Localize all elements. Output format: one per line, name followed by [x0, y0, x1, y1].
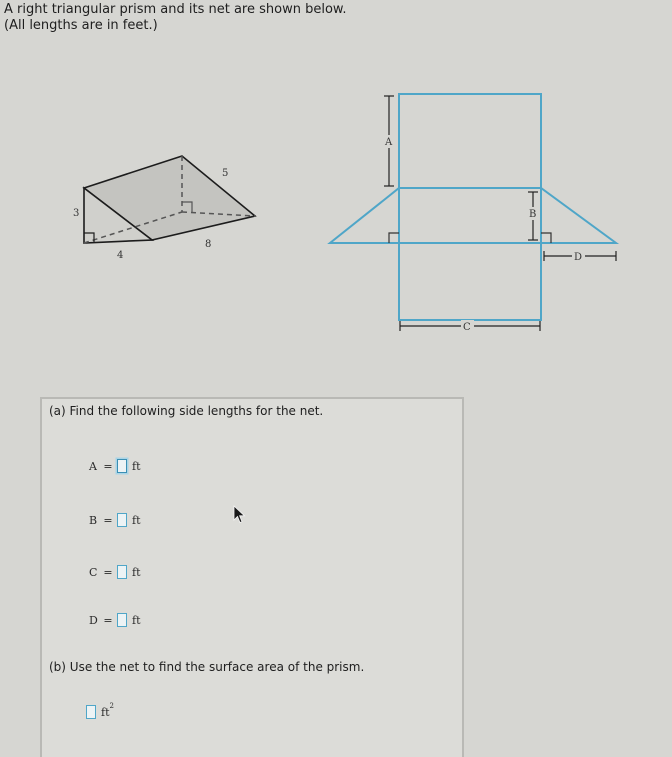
answer-row-c: [89, 563, 141, 581]
mouse-pointer-icon: [233, 505, 247, 525]
answer-row-area: [84, 703, 114, 721]
prism-label-3: 3: [73, 208, 80, 219]
prism-label-5: 5: [222, 168, 229, 179]
prompt-line-2: (All lengths are in feet.): [4, 18, 158, 33]
answer-a-input[interactable]: [117, 459, 127, 473]
answer-b-unit: ft: [132, 513, 141, 527]
net-label-d: D: [574, 252, 583, 263]
prism-label-8: 8: [205, 239, 212, 250]
net-top-rectangle: [399, 94, 541, 188]
answer-c-input[interactable]: [117, 565, 127, 579]
answer-c-unit: ft: [132, 565, 141, 579]
answer-b-input[interactable]: [117, 513, 127, 527]
area-answer-input[interactable]: [86, 705, 96, 719]
net-figure: [330, 94, 616, 333]
net-label-c: C: [463, 322, 471, 333]
part-b-instruction: (b) Use the net to find the surface area of the prism.: [49, 660, 365, 674]
answer-c-eq: =: [103, 565, 113, 579]
net-label-b: B: [529, 209, 537, 220]
net-right-right-angle-mark: [541, 233, 551, 243]
area-answer-unit: [101, 701, 114, 719]
net-left-right-angle-mark: [389, 233, 399, 243]
area-unit-exponent: 2: [109, 701, 114, 710]
answer-d-eq: =: [103, 613, 113, 627]
prism-label-4: 4: [117, 250, 124, 261]
answer-a-unit: ft: [132, 459, 141, 473]
net-right-triangle: [541, 188, 616, 243]
answer-a-var: A: [89, 459, 97, 473]
net-middle-rectangle: [399, 188, 541, 243]
answer-d-input[interactable]: [117, 613, 127, 627]
part-a-instruction: (a) Find the following side lengths for the net.: [49, 404, 324, 418]
answer-c-var: C: [89, 565, 98, 579]
answer-d-unit: ft: [132, 613, 141, 627]
prompt-line-1: A right triangular prism and its net are shown below.: [4, 2, 347, 17]
net-bottom-rectangle: [399, 243, 541, 320]
question-panel: [40, 397, 464, 757]
answer-a-eq: =: [103, 459, 113, 473]
answer-row-d: [89, 611, 141, 629]
answer-b-var: B: [89, 513, 98, 527]
area-unit-text: ft: [101, 705, 110, 719]
prism-figure: [73, 156, 255, 261]
answer-row-b: [89, 511, 141, 529]
net-label-a: A: [385, 137, 393, 148]
answer-d-var: D: [89, 613, 98, 627]
answer-b-eq: =: [103, 513, 113, 527]
answer-row-a: [89, 457, 141, 475]
